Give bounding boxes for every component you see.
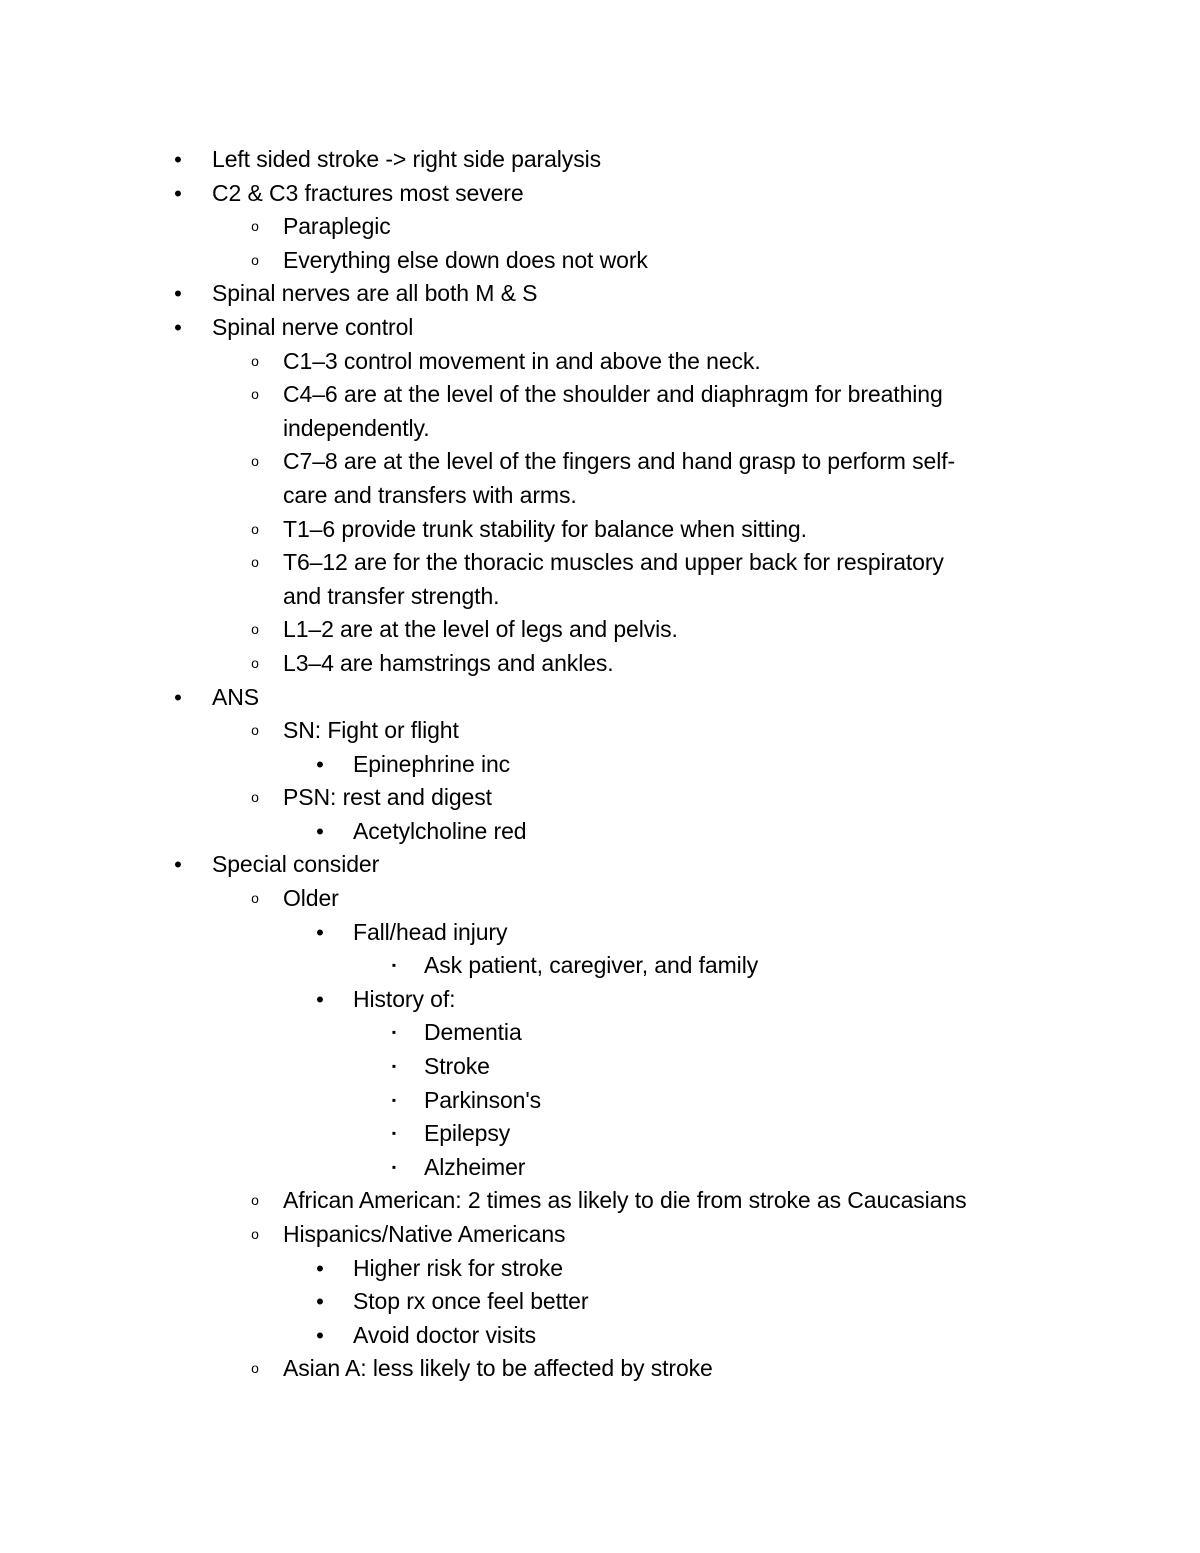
bullet-icon: • [174, 281, 182, 307]
list-item [0, 1117, 1200, 1151]
list-item [0, 1252, 1200, 1286]
list-item-text: Spinal nerves are all both M & S [212, 280, 538, 307]
list-item [0, 815, 1200, 849]
list-item [0, 1184, 1200, 1218]
list-item [0, 513, 1200, 547]
list-item [0, 210, 1200, 244]
list-item-text: Left sided stroke -> right side paralysis [212, 146, 602, 172]
list-item [0, 143, 1200, 177]
square-bullet-icon: ▪ [391, 1126, 397, 1141]
list-item-text: and transfer strength. [283, 582, 500, 609]
list-item-text: C7–8 are at the level of the fingers and hand grasp to perform self- [283, 448, 956, 475]
bullet-icon: • [316, 1289, 324, 1315]
square-bullet-icon: ▪ [391, 1159, 397, 1174]
list-item [0, 445, 1200, 479]
list-item-text: Acetylcholine red [353, 817, 527, 844]
hollow-bullet-icon: o [251, 352, 259, 369]
list-item-text: L1–2 are at the level of legs and pelvis. [283, 616, 678, 643]
list-item-text: Paraplegic [283, 213, 391, 240]
bullet-icon: • [316, 1322, 324, 1348]
list-item [0, 479, 1200, 513]
list-item-text: History of: [353, 985, 456, 1012]
list-item-text: independently. [283, 414, 430, 441]
list-item-text: ANS [212, 683, 259, 710]
list-item [0, 613, 1200, 647]
list-item-text: Fall/head injury [353, 918, 508, 945]
hollow-bullet-icon: o [251, 218, 259, 235]
bullet-icon: • [174, 180, 182, 206]
hollow-bullet-icon: o [251, 789, 259, 806]
list-item [0, 177, 1200, 211]
list-item-text: Special consider [212, 851, 380, 878]
list-item-text: Older [283, 885, 339, 912]
list-item-text: Ask patient, caregiver, and family [424, 952, 759, 979]
list-item [0, 345, 1200, 379]
list-item [0, 949, 1200, 983]
bullet-icon: • [316, 1255, 324, 1281]
list-item-text: care and transfers with arms. [283, 481, 577, 508]
square-bullet-icon: ▪ [391, 1059, 397, 1074]
bullet-icon: • [316, 986, 324, 1012]
list-item [0, 244, 1200, 278]
hollow-bullet-icon: o [251, 386, 259, 403]
list-item-text: Avoid doctor visits [353, 1321, 537, 1348]
list-item [0, 781, 1200, 815]
list-item-text: T1–6 provide trunk stability for balance when sitting. [283, 515, 807, 542]
hollow-bullet-icon: o [251, 1192, 259, 1209]
list-item-text: Parkinson's [424, 1086, 542, 1113]
list-item-text: L3–4 are hamstrings and ankles. [283, 649, 614, 676]
list-item-text: Everything else down does not work [283, 246, 648, 273]
list-item-text: Stroke [424, 1053, 490, 1080]
hollow-bullet-icon: o [251, 453, 259, 470]
list-item [0, 983, 1200, 1017]
bullet-icon: • [316, 919, 324, 945]
hollow-bullet-icon: o [251, 1226, 259, 1242]
list-item-text: Hispanics/Native Americans [283, 1221, 566, 1247]
list-item-text: C1–3 control movement in and above the neck. [283, 347, 761, 374]
hollow-bullet-icon: o [251, 554, 259, 571]
list-item-text: Spinal nerve control [212, 313, 414, 340]
bullet-icon: • [174, 852, 182, 878]
list-item [0, 277, 1200, 311]
list-item [0, 647, 1200, 681]
bullet-icon: • [174, 314, 182, 340]
list-item [0, 412, 1200, 446]
list-item [0, 1319, 1200, 1353]
list-item [0, 311, 1200, 345]
list-item-text: Stop rx once feel better [353, 1288, 589, 1315]
list-item-text: C4–6 are at the level of the shoulder and diaphragm for breathing [283, 381, 943, 408]
list-item [0, 378, 1200, 412]
list-item [0, 916, 1200, 950]
list-item-text: PSN: rest and digest [283, 784, 492, 811]
hollow-bullet-icon: o [251, 1360, 259, 1377]
list-item-text: SN: Fight or flight [283, 717, 459, 744]
list-item-text: Epinephrine inc [353, 750, 511, 777]
square-bullet-icon: ▪ [391, 958, 397, 973]
list-item [0, 1151, 1200, 1185]
list-item [0, 580, 1200, 614]
hollow-bullet-icon: o [251, 621, 259, 638]
list-item [0, 882, 1200, 916]
list-item [0, 1016, 1200, 1050]
list-item [0, 848, 1200, 882]
bullet-list [0, 143, 1200, 1386]
square-bullet-icon: ▪ [391, 1092, 397, 1107]
list-item-text: Asian A: less likely to be affected by stroke [283, 1355, 713, 1382]
list-item [0, 1084, 1200, 1118]
hollow-bullet-icon: o [251, 251, 259, 268]
square-bullet-icon: ▪ [391, 1025, 397, 1040]
hollow-bullet-icon: o [251, 520, 259, 537]
list-item [0, 1218, 1200, 1252]
list-item-text: Higher risk for stroke [353, 1254, 563, 1281]
list-item-text: C2 & C3 fractures most severe [212, 179, 524, 206]
list-item-text: Epilepsy [424, 1120, 511, 1147]
bullet-icon: • [316, 751, 324, 777]
list-item [0, 1050, 1200, 1084]
bullet-icon: • [174, 684, 182, 710]
list-item-text: Dementia [424, 1019, 522, 1046]
list-item [0, 681, 1200, 715]
list-item [0, 546, 1200, 580]
list-item-text: T6–12 are for the thoracic muscles and upper back for respiratory [283, 549, 944, 576]
list-item-text: Alzheimer [424, 1153, 526, 1180]
bullet-icon: • [174, 147, 182, 172]
list-item-text: African American: 2 times as likely to die from stroke as Caucasians [283, 1187, 967, 1214]
list-item [0, 714, 1200, 748]
bullet-icon: • [316, 818, 324, 844]
hollow-bullet-icon: o [251, 890, 259, 907]
list-item [0, 1352, 1200, 1386]
hollow-bullet-icon: o [251, 654, 259, 671]
list-item [0, 1285, 1200, 1319]
list-item [0, 748, 1200, 782]
hollow-bullet-icon: o [251, 722, 259, 739]
